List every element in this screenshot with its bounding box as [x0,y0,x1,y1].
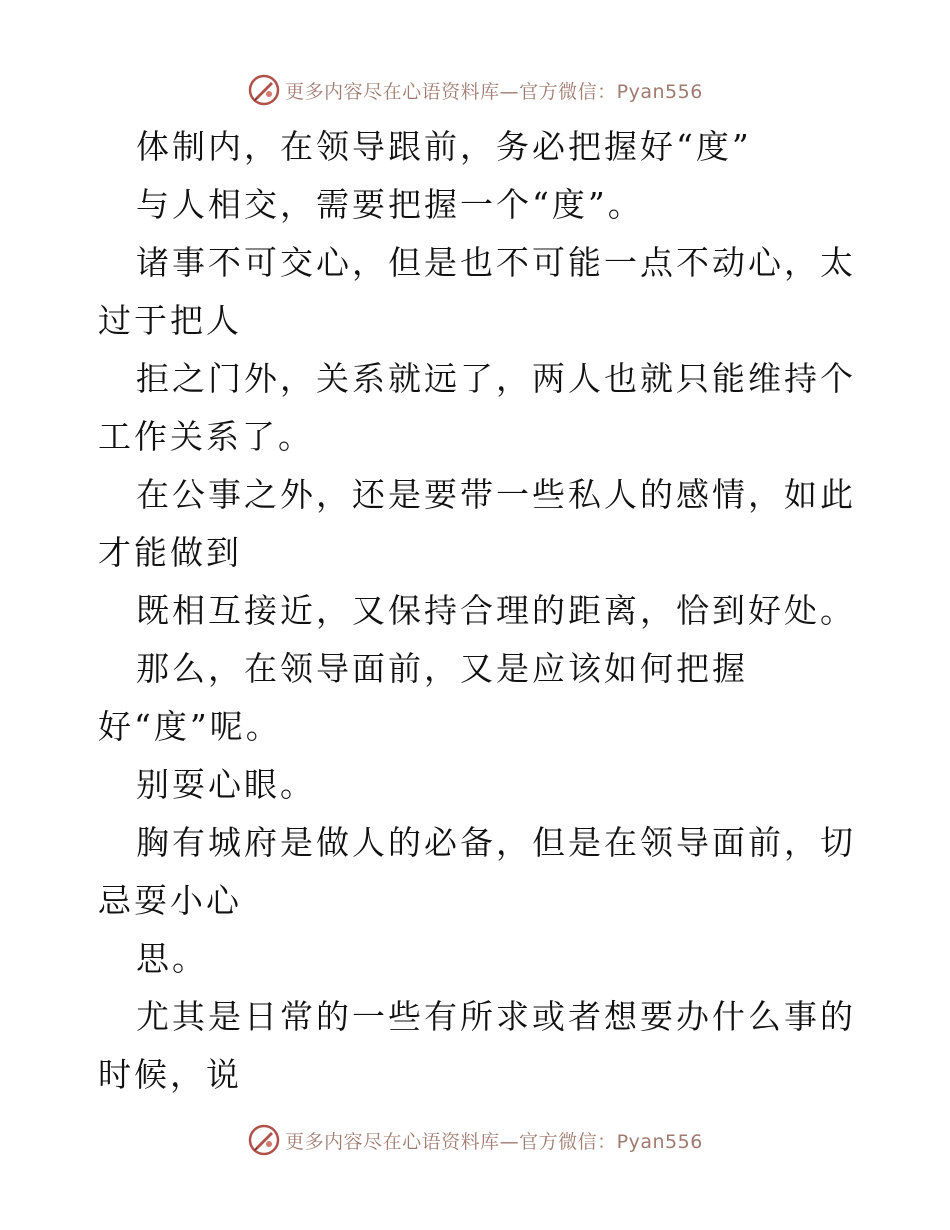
footer-watermark [0,1118,950,1162]
quill-pen-seal-icon [247,1123,281,1157]
header-watermark [0,68,950,112]
header-watermark-text: 更多内容尽在心语资料库—官方微信：Pyan556 [285,80,703,103]
document-body [98,118,858,1104]
footer-watermark-text: 更多内容尽在心语资料库—官方微信：Pyan556 [285,1130,703,1153]
body-line: 那么，在领导面前，又是应该如何把握 [136,649,748,688]
body-line: 拒之门外，关系就远了，两人也就只能维持个工作关系了。 [98,359,856,456]
body-line: 尤其是日常的一些有所求或者想要办什么事的时候，说 [98,997,856,1094]
body-line: 好“度”呢。 [98,707,282,746]
body-line: 既相互接近，又保持合理的距离，恰到好处。 [136,591,856,630]
body-line: 在公事之外，还是要带一些私人的感情，如此才能做到 [98,475,856,572]
body-line: 胸有城府是做人的必备，但是在领导面前，切忌耍小心 [98,823,856,920]
body-line: 思。 [136,939,208,978]
body-line: 诸事不可交心，但是也不可能一点不动心，太过于把人 [98,243,856,340]
body-line: 与人相交，需要把握一个“度”。 [136,185,644,224]
quill-pen-seal-icon [247,73,281,107]
body-line: 体制内，在领导跟前，务必把握好“度” [136,127,752,166]
body-line: 别耍心眼。 [136,765,316,804]
